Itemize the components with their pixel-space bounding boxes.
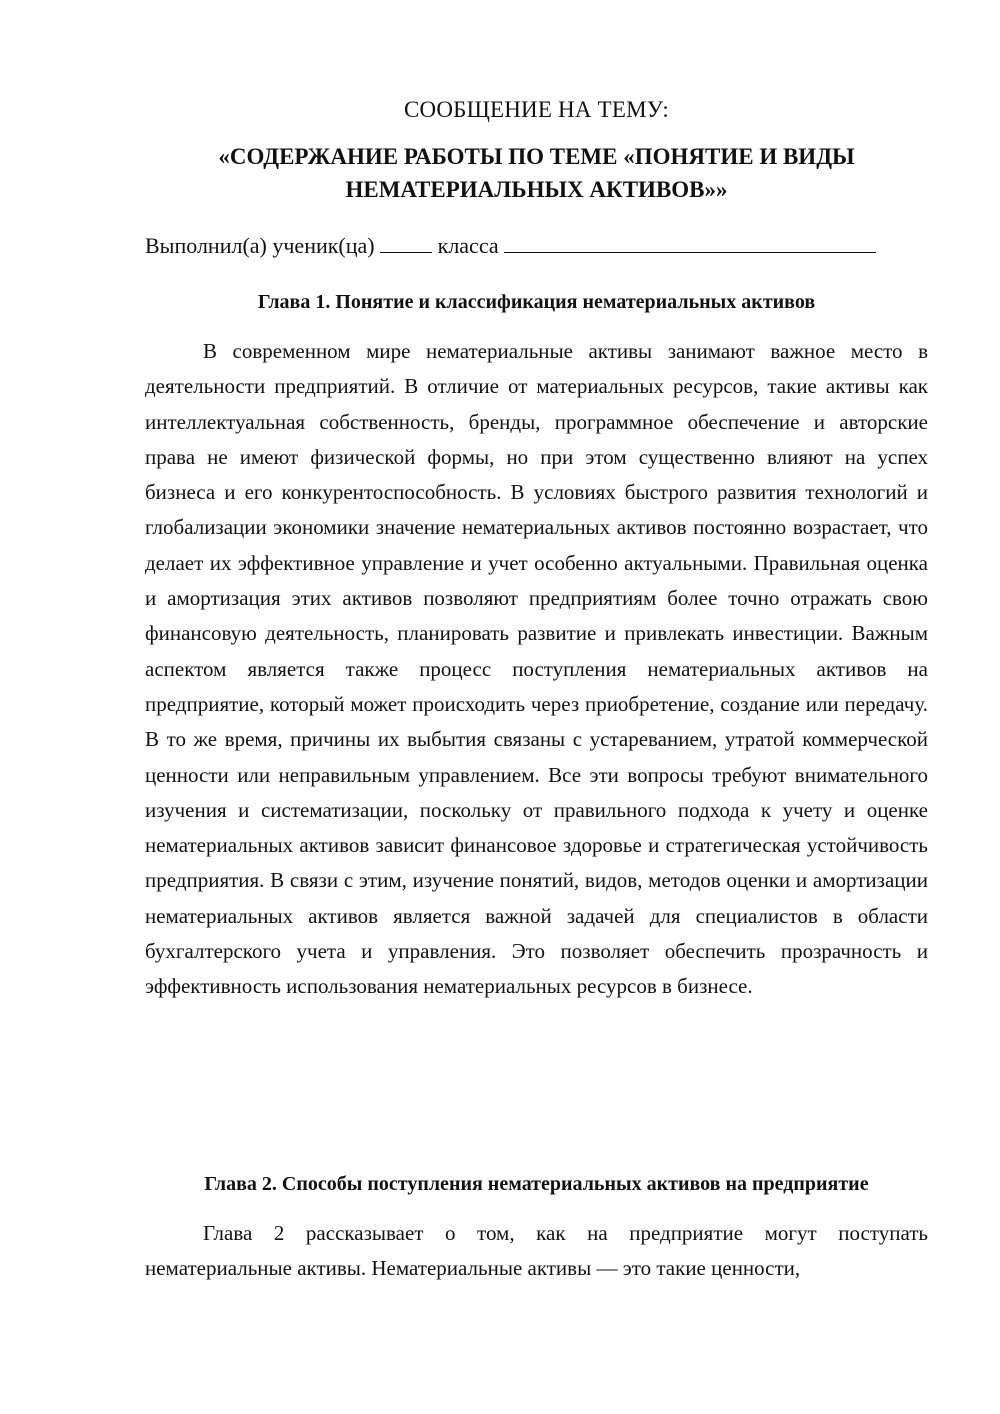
chapter-2-body: Глава 2 рассказывает о том, как на предприятие могут поступать нематериальные активы. Нематериальные активы — это такие ценности, <box>145 1221 928 1281</box>
class-word: класса <box>437 233 499 258</box>
author-prefix: Выполнил(а) ученик(ца) <box>145 233 375 258</box>
chapter-1-body: В современном мире нематериальные активы занимают важное место в деятельности предприятий. В отличие от материальных ресурсов, такие активы как интеллектуальная собственность, бренды, программное обеспечение и авторские права не имеют физической формы, но при этом существенно влияют на успех бизнеса и его конкурентоспособность. В условиях быстрого развития технологий и глобализации экономики значение нематериальных активов постоянно возрастает, что делает их эффективное управление и учет особенно актуальными. Правильная оценка и амортизация этих активов позволяют предприятиям более точно отражать свою финансовую деятельность, планировать развитие и привлекать инвестиции. Важным аспектом является также процесс поступления нематериальных активов на предприятие, который может происходить через приобретение, создание или передачу. В то же время, причины их выбытия связаны с устареванием, утратой коммерческой ценности или неправильным управлением. Все эти вопросы требуют внимательного изучения и систематизации, поскольку от правильного подхода к учету и оценке нематериальных активов зависит финансовое здоровье и стратегическая устойчивость предприятия. В связи с этим, изучение понятий, видов, методов оценки и амортизации нематериальных активов является важной задачей для специалистов в области бухгалтерского учета и управления. Это позволяет обеспечить прозрачность и эффективность использования нематериальных ресурсов в бизнесе. <box>145 339 928 999</box>
class-blank <box>504 234 876 253</box>
document-title: СООБЩЕНИЕ НА ТЕМУ: <box>404 97 669 122</box>
topic-line-2: НЕМАТЕРИАЛЬНЫХ АКТИВОВ»» <box>345 177 728 202</box>
chapter-1-heading: Глава 1. Понятие и классификация нематериальных активов <box>257 291 816 313</box>
document-topic <box>145 140 928 206</box>
topic-line-1: «СОДЕРЖАНИЕ РАБОТЫ ПО ТЕМЕ «ПОНЯТИЕ И ВИДЫ <box>218 144 855 169</box>
author-line <box>145 228 928 264</box>
chapter-2-heading: Глава 2. Способы поступления нематериальных активов на предприятие <box>204 1173 869 1195</box>
grade-blank <box>380 234 432 253</box>
